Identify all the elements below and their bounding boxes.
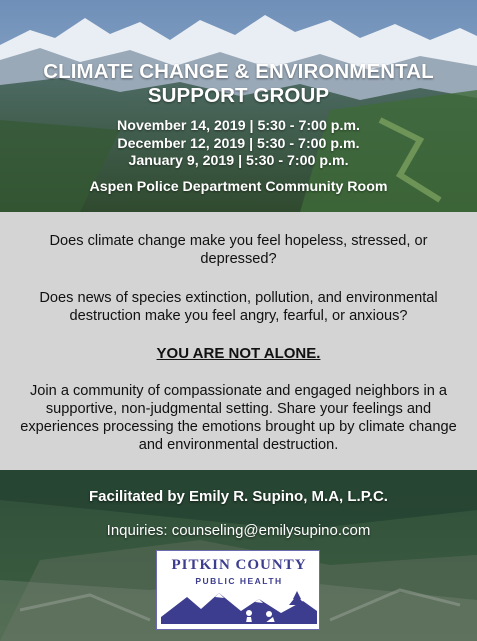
pitkin-county-public-health-logo: [156, 550, 320, 630]
description-panel: [0, 212, 477, 470]
inquiries-email[interactable]: Inquiries: counseling@emilysupino.com: [106, 522, 371, 539]
invitation-text: Join a community of compassionate and engaged neighbors in a supportive, non-judgmental setting. Share your feelings and experiences processing the emotions brought up by climate change and environmental destruction.: [20, 383, 457, 453]
town-photo-footer: [0, 470, 477, 641]
event-location: Aspen Police Department Community Room: [89, 179, 388, 195]
event-date-1: November 14, 2019 | 5:30 - 7:00 p.m.: [117, 118, 360, 134]
logo-mountain-icon: [157, 587, 321, 629]
logo-name: PITKIN COUNTY: [171, 557, 307, 573]
event-date-2: December 12, 2019 | 5:30 - 7:00 p.m.: [117, 135, 360, 152]
event-title: [0, 60, 477, 108]
not-alone-heading: YOU ARE NOT ALONE.: [156, 345, 321, 362]
question-hopeless: Does climate change make you feel hopeless, stressed, or depressed?: [49, 233, 428, 267]
event-title-line-1: CLIMATE CHANGE & ENVIRONMENTAL: [43, 60, 434, 83]
facilitator-line: Facilitated by Emily R. Supino, M.A, L.P.C.: [89, 488, 388, 505]
logo-subtitle: PUBLIC HEALTH: [195, 576, 283, 586]
event-title-line-2: SUPPORT GROUP: [147, 84, 330, 107]
event-date-3: January 9, 2019 | 5:30 - 7:00 p.m.: [128, 153, 349, 169]
mountain-photo-header: [0, 0, 477, 212]
event-dates: [0, 118, 477, 171]
question-extinction: Does news of species extinction, pollution, and environmental destruction make you feel angry, fearful, or anxious?: [39, 290, 438, 324]
